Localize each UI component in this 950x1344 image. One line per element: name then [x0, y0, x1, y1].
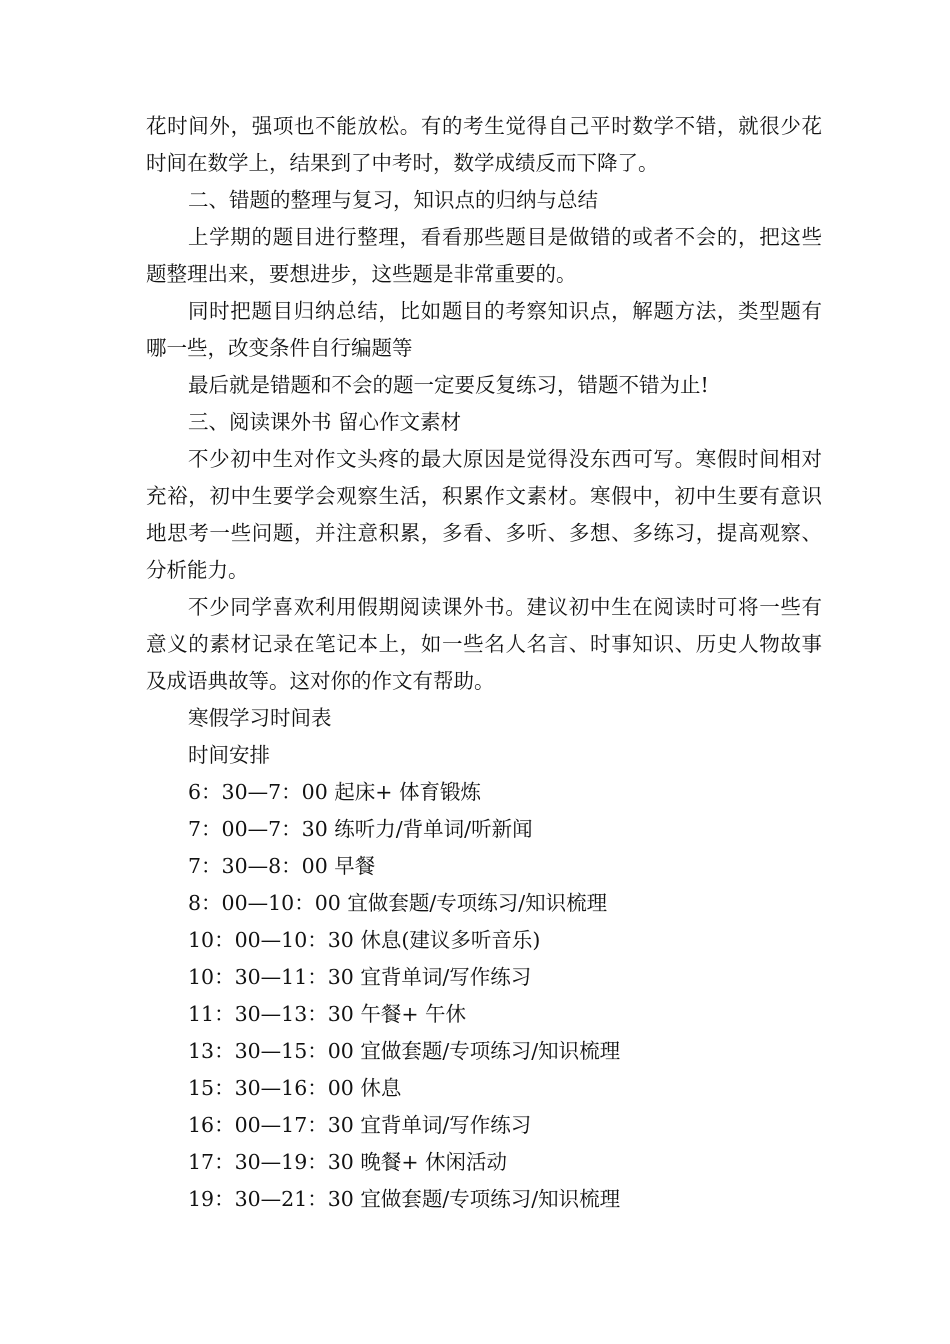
schedule-row: 10：30—11：30 宜背单词/写作练习 [188, 965, 532, 989]
schedule-list [146, 774, 822, 1218]
paragraph-review-3: 最后就是错题和不会的题一定要反复练习，错题不错为止! [188, 373, 709, 397]
schedule-row: 16：00—17：30 宜背单词/写作练习 [188, 1113, 532, 1137]
paragraph-review-2: 同时把题目归纳总结，比如题目的考察知识点，解题方法，类型题有哪一些，改变条件自行编题等 [146, 299, 822, 360]
schedule-row: 6：30—7：00 起床+ 体育锻炼 [188, 780, 481, 804]
schedule-title: 寒假学习时间表 [188, 706, 332, 730]
paragraph-reading-1: 不少初中生对作文头疼的最大原因是觉得没东西可写。寒假时间相对充裕，初中生要学会观察生活，积累作文素材。寒假中，初中生要有意识地思考一些问题，并注意积累，多看、多听、多想、多练习，提高观察、分析能力。 [146, 447, 822, 582]
section-heading-2: 二、错题的整理与复习，知识点的归纳与总结 [188, 188, 598, 212]
schedule-row: 13：30—15：00 宜做套题/专项练习/知识梳理 [188, 1039, 621, 1063]
document-page [146, 108, 822, 1218]
schedule-row: 7：30—8：00 早餐 [188, 854, 376, 878]
paragraph-review-1: 上学期的题目进行整理，看看那些题目是做错的或者不会的，把这些题整理出来，要想进步，这些题是非常重要的。 [146, 225, 822, 286]
schedule-subtitle: 时间安排 [188, 743, 270, 767]
schedule-row: 19：30—21：30 宜做套题/专项练习/知识梳理 [188, 1187, 621, 1211]
schedule-row: 11：30—13：30 午餐+ 午休 [188, 1002, 467, 1026]
schedule-row: 15：30—16：00 休息 [188, 1076, 402, 1100]
paragraph-reading-2: 不少同学喜欢利用假期阅读课外书。建议初中生在阅读时可将一些有意义的素材记录在笔记本上，如一些名人名言、时事知识、历史人物故事及成语典故等。这对你的作文有帮助。 [146, 595, 822, 693]
section-heading-3: 三、阅读课外书 留心作文素材 [188, 410, 462, 434]
paragraph-continued: 花时间外，强项也不能放松。有的考生觉得自己平时数学不错，就很少花时间在数学上，结果到了中考时，数学成绩反而下降了。 [146, 114, 822, 175]
schedule-row: 17：30—19：30 晚餐+ 休闲活动 [188, 1150, 508, 1174]
schedule-row: 8：00—10：00 宜做套题/专项练习/知识梳理 [188, 891, 608, 915]
schedule-row: 10：00—10：30 休息(建议多听音乐) [188, 928, 541, 952]
schedule-row: 7：00—7：30 练听力/背单词/听新闻 [188, 817, 533, 841]
